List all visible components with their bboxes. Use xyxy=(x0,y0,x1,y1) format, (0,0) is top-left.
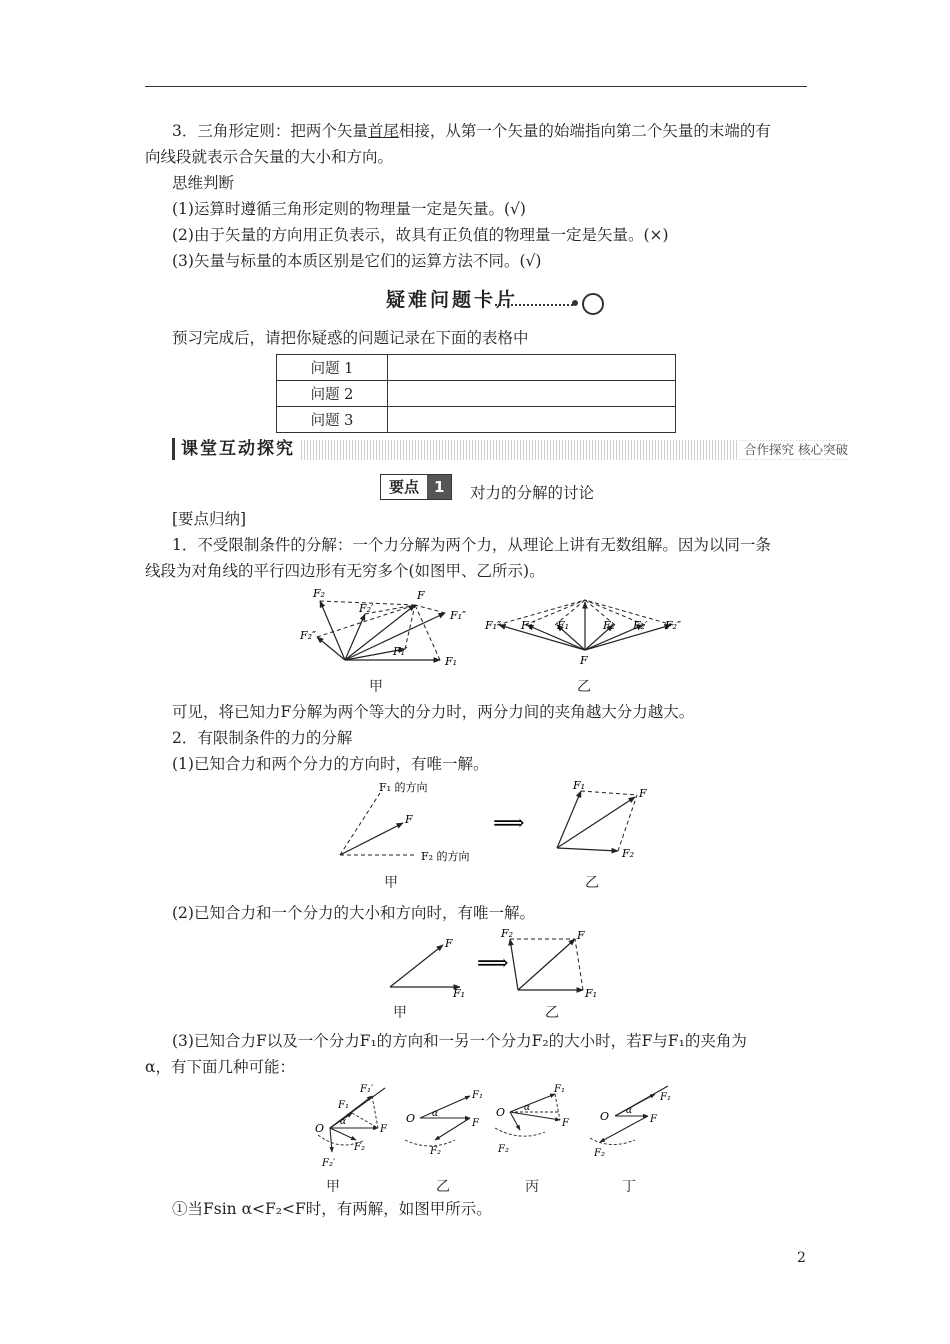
label-O-jia: O xyxy=(315,1122,325,1135)
label-F2pp-yi: F₂″ xyxy=(665,619,682,632)
page-number: 2 xyxy=(797,1250,806,1266)
label-F2-bing: F₂ xyxy=(498,1144,509,1155)
table-row xyxy=(277,355,676,381)
table-cell-label: 问题 2 xyxy=(277,381,388,407)
caption-ding-4: 丁 xyxy=(622,1179,636,1195)
label-F: F xyxy=(417,589,425,602)
label-F2p-jia: F₂′ xyxy=(322,1158,336,1169)
label-F-yi4: F xyxy=(472,1118,479,1129)
figure-1-jia xyxy=(295,585,485,685)
header-rule xyxy=(145,86,807,87)
implies-arrow-2: ⟹ xyxy=(477,951,509,976)
figure-3 xyxy=(385,925,605,1000)
label-F-ding: F xyxy=(650,1114,657,1125)
paragraph-1b: 线段为对角线的平行四边形有无穷多个(如图甲、乙所示)。 xyxy=(145,562,545,580)
label-O-ding: O xyxy=(600,1110,610,1123)
figure-1-yi xyxy=(485,595,685,665)
label-F-3b: F xyxy=(577,929,585,942)
label-F1-3b: F₁ xyxy=(585,987,598,1000)
table-cell-label: 问题 3 xyxy=(277,407,388,433)
key-point-title: 对力的分解的讨论 xyxy=(470,484,595,502)
caption-jia-3: 甲 xyxy=(393,1005,407,1021)
label-O-bing: O xyxy=(496,1106,506,1119)
paragraph-6a: (3)已知合力F以及一个分力F₁的方向和一另一个分力F₂的大小时，若F与F₁的夹角为 xyxy=(172,1032,747,1050)
question-card-banner: 疑难问题卡片 xyxy=(386,289,519,311)
table-cell-label: 问题 1 xyxy=(277,355,388,381)
label-F1-yi: F₁ xyxy=(557,619,570,632)
label-F-bing: F xyxy=(562,1118,569,1129)
label-F1-bing: F₁ xyxy=(554,1084,565,1095)
paragraph-3: 2．有限制条件的力的分解 xyxy=(172,729,353,747)
paragraph-4: (1)已知合力和两个分力的方向时，有唯一解。 xyxy=(172,755,489,773)
caption-yi-2: 乙 xyxy=(585,875,599,891)
label-F-2b: F xyxy=(639,787,647,800)
banner-dots xyxy=(495,304,573,306)
label-F-2a: F xyxy=(405,813,413,826)
caption-jia-2: 甲 xyxy=(384,875,398,891)
figure-2 xyxy=(335,775,665,865)
label-F-jia: F xyxy=(380,1124,387,1135)
figure-4 xyxy=(310,1080,690,1175)
label-O-yi: O xyxy=(406,1112,416,1125)
label-F2p: F₂′ xyxy=(359,602,374,615)
key-point-number: 1 xyxy=(427,475,451,499)
label-F2-ding: F₂ xyxy=(594,1148,605,1159)
preview-instruction: 预习完成后，请把你疑惑的问题记录在下面的表格中 xyxy=(172,329,529,347)
table-cell-value[interactable] xyxy=(388,381,676,407)
label-F1p-jia: F₁′ xyxy=(360,1084,374,1095)
banner-dot xyxy=(572,300,578,306)
paragraph-5: (2)已知合力和一个分力的大小和方向时，有唯一解。 xyxy=(172,904,535,922)
caption-yi-4: 乙 xyxy=(436,1179,450,1195)
label-F2: F₂ xyxy=(313,587,326,600)
label-F1p-yi: F₁′ xyxy=(521,619,536,632)
table-row xyxy=(277,407,676,433)
judge-item-1: (1)运算时遵循三角形定则的物理量一定是矢量。(√) xyxy=(172,200,526,218)
question-table xyxy=(276,354,676,433)
caption-yi-1: 乙 xyxy=(577,679,591,695)
section-title: 课堂互动探究 xyxy=(172,438,301,460)
caption-bing-4: 丙 xyxy=(525,1179,539,1195)
label-F2-yi4: F₂ xyxy=(430,1146,441,1157)
label-F2-2b: F₂ xyxy=(622,847,635,860)
label-F2-yi: F₂ xyxy=(603,619,616,632)
label-F1-ding: F₁ xyxy=(660,1092,671,1103)
label-F-3a: F xyxy=(445,937,453,950)
label-alpha-ding: α xyxy=(626,1106,633,1116)
key-point-label: 要点 xyxy=(389,478,420,496)
label-F1: F₁ xyxy=(445,655,458,668)
triangle-rule-line2: 向线段就表示合矢量的大小和方向。 xyxy=(145,148,394,166)
caption-jia-1: 甲 xyxy=(369,679,383,695)
banner-circle-icon xyxy=(582,293,604,315)
judge-item-2: (2)由于矢量的方向用正负表示，故具有正负值的物理量一定是矢量。(×) xyxy=(172,226,669,244)
paragraph-7: ①当Fsin α<F₂<F时，有两解，如图甲所示。 xyxy=(172,1200,492,1218)
label-F2-dir: F₂ 的方向 xyxy=(421,850,470,863)
label-alpha-bing: α xyxy=(524,1103,531,1113)
label-F1-dir: F₁ 的方向 xyxy=(379,781,428,794)
label-F1-3a: F₁ xyxy=(453,987,466,1000)
label-F1-2b: F₁ xyxy=(573,779,586,792)
judge-title: 思维判断 xyxy=(172,174,235,192)
label-F-yi: F xyxy=(580,654,588,667)
label-alpha-yi: α xyxy=(432,1109,439,1119)
summary-heading: [要点归纳] xyxy=(172,510,247,528)
triangle-rule-line1: 3．三角形定则：把两个矢量首尾相接，从第一个矢量的始端指向第二个矢量的末端的有 xyxy=(172,122,771,140)
key-point-badge xyxy=(380,474,452,500)
table-cell-value[interactable] xyxy=(388,355,676,381)
table-cell-value[interactable] xyxy=(388,407,676,433)
paragraph-6b: α，有下面几种可能： xyxy=(145,1058,295,1076)
label-F1pp: F₁″ xyxy=(450,609,467,622)
paragraph-2: 可见，将已知力F分解为两个等大的分力时，两分力间的夹角越大分力越大。 xyxy=(172,703,695,721)
label-F1-jia: F₁ xyxy=(338,1100,349,1111)
label-F2-jia: F₂ xyxy=(354,1142,365,1153)
caption-jia-4: 甲 xyxy=(326,1179,340,1195)
caption-yi-3: 乙 xyxy=(545,1005,559,1021)
label-F2p-yi: F₂′ xyxy=(633,619,648,632)
label-F1-yi4: F₁ xyxy=(472,1090,483,1101)
label-F1pp-yi: F₁″ xyxy=(485,619,502,632)
judge-item-3: (3)矢量与标量的本质区别是它们的运算方法不同。(√) xyxy=(172,252,542,270)
section-subtitle: 合作探究 核心突破 xyxy=(738,441,848,459)
paragraph-1a: 1．不受限制条件的分解：一个力分解为两个力，从理论上讲有无数组解。因为以同一条 xyxy=(172,536,771,554)
table-row xyxy=(277,381,676,407)
label-F1p: F₁′ xyxy=(393,645,408,658)
label-F2pp: F₂″ xyxy=(300,629,317,642)
label-alpha-jia: α xyxy=(340,1117,347,1127)
implies-arrow: ⟹ xyxy=(493,811,525,836)
label-F2-3b: F₂ xyxy=(501,927,514,940)
